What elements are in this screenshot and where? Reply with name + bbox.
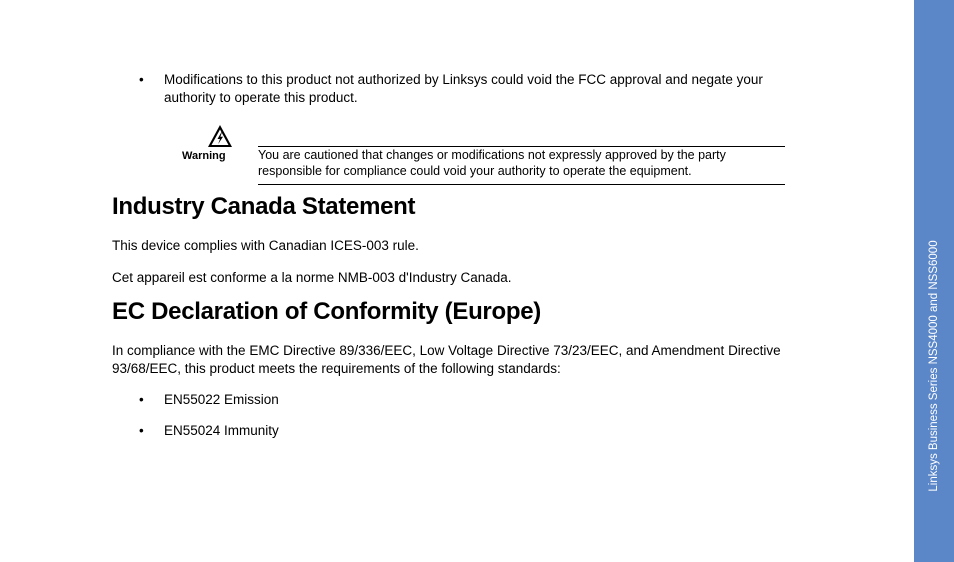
standard-list-item: EN55022 Emission xyxy=(164,392,279,407)
warning-bottom-rule xyxy=(258,184,785,185)
ec-declaration-paragraph: In compliance with the EMC Directive 89/336/EEC, Low Voltage Directive 73/23/EEC, and Amendment Directive 93/68/EEC, this product meets the requirements of the following standards: xyxy=(112,343,781,376)
bullet-marker: • xyxy=(139,72,144,87)
bullet-marker: • xyxy=(139,423,144,438)
warning-triangle-icon xyxy=(207,124,233,148)
standard-list-item: EN55024 Immunity xyxy=(164,423,279,438)
bullet-marker: • xyxy=(139,392,144,407)
sidebar-product-title: Linksys Business Series NSS4000 and NSS6000 xyxy=(928,240,940,492)
industry-canada-heading: Industry Canada Statement xyxy=(112,193,416,220)
warning-text: You are cautioned that changes or modifications not expressly approved by the party responsible for compliance could void your authority to operate the equipment. xyxy=(258,148,726,178)
industry-canada-paragraph-fr: Cet appareil est conforme a la norme NMB-003 d'Industry Canada. xyxy=(112,270,512,285)
industry-canada-paragraph: This device complies with Canadian ICES-003 rule. xyxy=(112,238,419,253)
intro-bullet-text: Modifications to this product not authorized by Linksys could void the FCC approval and negate your authority to operate this product. xyxy=(164,72,763,105)
ec-declaration-heading: EC Declaration of Conformity (Europe) xyxy=(112,298,541,325)
warning-label: Warning xyxy=(182,150,226,162)
